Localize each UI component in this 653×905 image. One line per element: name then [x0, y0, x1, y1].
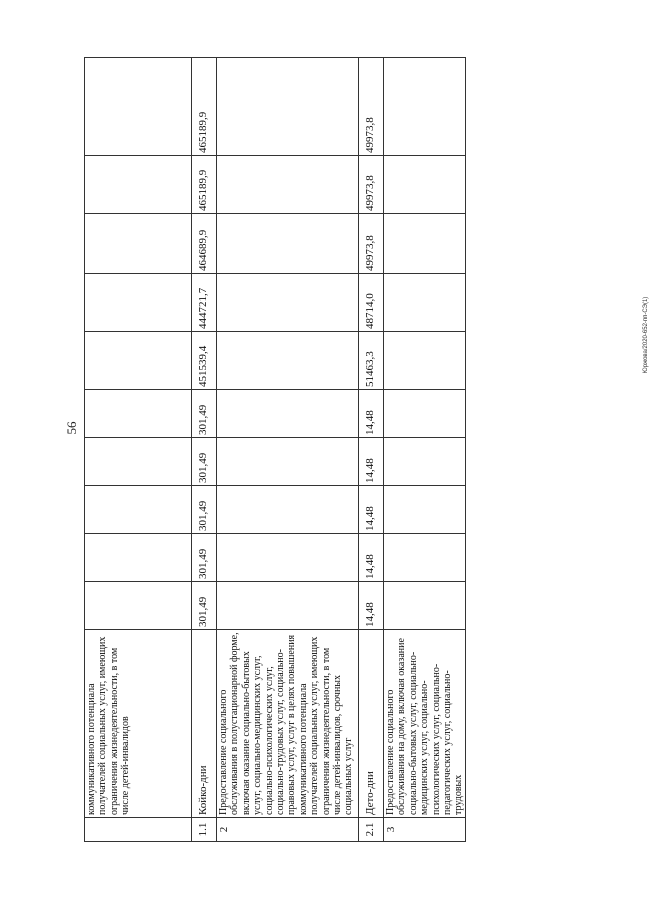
value-cell: 451539,4 — [192, 332, 217, 390]
value-cell — [85, 156, 192, 214]
value-cell: 51463,3 — [359, 332, 384, 390]
value-cell — [217, 486, 359, 534]
value-cell: 14,48 — [359, 438, 384, 486]
row-name: коммуникативного потенциала получателей социальных услуг, имеющих ограничения жизнедеятельности, в том числе детей-инвалидов — [85, 630, 192, 818]
value-cell — [85, 534, 192, 582]
row-name: Предоставление социального обслуживания на дому, включая оказание социально-бытовых услуг, социально-медицинских услуг, социально-психологических услуг, социально-педагогических услуг, социально-трудовых — [384, 630, 466, 818]
value-cell — [217, 274, 359, 332]
value-cell — [85, 274, 192, 332]
value-cell — [85, 390, 192, 438]
value-cell — [384, 390, 466, 438]
value-cell — [85, 486, 192, 534]
value-cell — [384, 274, 466, 332]
table-row — [192, 58, 217, 842]
page-number: 56 — [64, 421, 79, 435]
value-cell — [217, 214, 359, 274]
value-cell: 301,49 — [192, 534, 217, 582]
value-cell: 301,49 — [192, 438, 217, 486]
value-cell: 14,48 — [359, 486, 384, 534]
value-cell: 301,49 — [192, 390, 217, 438]
value-cell: 444721,7 — [192, 274, 217, 332]
value-cell — [85, 332, 192, 390]
value-cell — [384, 332, 466, 390]
value-cell: 48714,0 — [359, 274, 384, 332]
table-row — [217, 58, 359, 842]
value-cell: 301,49 — [192, 582, 217, 630]
table-row — [85, 58, 192, 842]
budget-table-region — [84, 58, 465, 842]
value-cell — [85, 582, 192, 630]
value-cell — [85, 438, 192, 486]
value-cell: 14,48 — [359, 390, 384, 438]
value-cell — [217, 58, 359, 156]
value-cell — [85, 214, 192, 274]
value-cell: 465189,9 — [192, 156, 217, 214]
value-cell: 14,48 — [359, 534, 384, 582]
value-cell — [217, 534, 359, 582]
value-cell — [384, 486, 466, 534]
value-cell: 464689,9 — [192, 214, 217, 274]
value-cell — [384, 156, 466, 214]
value-cell — [384, 58, 466, 156]
value-cell: 49973,8 — [359, 58, 384, 156]
value-cell — [384, 214, 466, 274]
rotated-table-container — [84, 58, 465, 842]
value-cell: 14,48 — [359, 582, 384, 630]
value-cell — [217, 438, 359, 486]
row-number: 3 — [384, 818, 466, 842]
value-cell: 49973,8 — [359, 156, 384, 214]
row-name: Предоставление социального обслуживания в полустационарной форме, включая оказание социально-бытовых услуг, социально-медицинских услуг, социально-психологических услуг, социально-трудовых услуг, социально-правовых услуг, услуг в целях повышения коммуникативного потенциала получателей социальных услуг, имеющих ограничения жизнедеятельности, в том числе детей-инвалидов, срочных социальных услуг — [217, 630, 359, 818]
row-number: 2.1 — [359, 818, 384, 842]
row-name: Койко-дни — [192, 630, 217, 818]
value-cell — [85, 58, 192, 156]
service-indicators-table — [84, 57, 466, 842]
value-cell — [384, 438, 466, 486]
row-number: 1.1 — [192, 818, 217, 842]
value-cell — [217, 390, 359, 438]
value-cell — [217, 332, 359, 390]
value-cell — [384, 582, 466, 630]
value-cell — [384, 534, 466, 582]
row-number — [85, 818, 192, 842]
row-number: 2 — [217, 818, 359, 842]
value-cell: 465189,9 — [192, 58, 217, 156]
value-cell — [217, 156, 359, 214]
value-cell — [217, 582, 359, 630]
value-cell: 49973,8 — [359, 214, 384, 274]
row-name: Дето-дни — [359, 630, 384, 818]
value-cell: 301,49 — [192, 486, 217, 534]
table-row — [359, 58, 384, 842]
document-reference-note: Юржова/2020-652-пп-СЭ(1) — [643, 296, 649, 374]
table-row — [384, 58, 466, 842]
